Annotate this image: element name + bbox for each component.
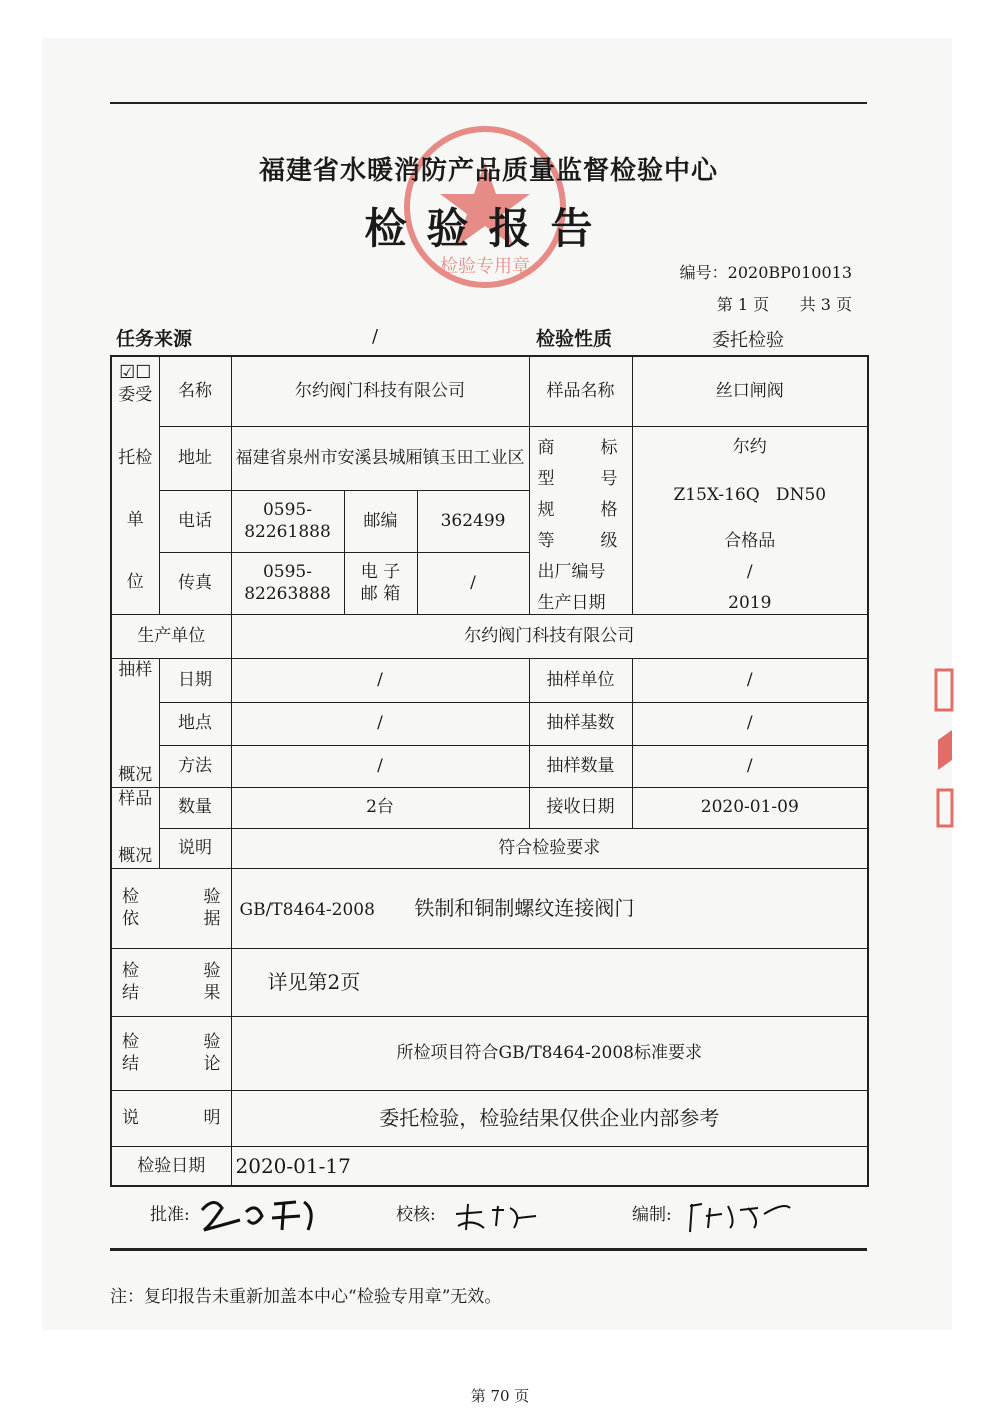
brand-label: 商 标 — [537, 437, 618, 458]
approve-signature — [196, 1190, 326, 1238]
sampling-group-top: 抽样 — [118, 659, 153, 680]
inspection-nature-label: 检验性质 — [536, 328, 613, 350]
client-postcode-label: 邮编 — [344, 490, 417, 552]
client-email-label: 电 子 邮 箱 — [344, 552, 417, 614]
grade-label: 等 级 — [537, 530, 618, 551]
compile-signature — [684, 1196, 794, 1236]
sampling-place-label: 地点 — [159, 702, 231, 745]
sampling-method-label: 方法 — [159, 745, 231, 787]
conclusion-label: 检 验 结 论 — [111, 1016, 231, 1090]
client-group-label-3: 位 — [126, 571, 144, 592]
sample-name-value: 丝口闸阀 — [632, 356, 868, 426]
inspection-date-value: 2020-01-17 — [231, 1146, 868, 1186]
seal-text: 检验专用章 — [440, 256, 530, 277]
producer-value: 尔约阀门科技有限公司 — [231, 614, 868, 658]
approve-label: 批准: — [150, 1205, 190, 1225]
client-address-value: 福建省泉州市安溪县城厢镇玉田工业区 — [231, 426, 529, 490]
sample-note-label: 说明 — [159, 828, 231, 868]
edge-stamp-fragment — [930, 660, 956, 840]
client-address-label: 地址 — [159, 426, 231, 490]
basis-label: 检 验 依 据 — [111, 868, 231, 948]
client-name-label: 名称 — [159, 356, 231, 426]
serial-value: / — [746, 561, 753, 582]
sampling-date-label: 日期 — [159, 658, 231, 702]
report-table — [110, 355, 869, 1187]
document-title: 检验报告 — [364, 204, 613, 253]
task-source-label: 任务来源 — [116, 328, 193, 350]
sampling-base-label: 抽样基数 — [529, 702, 632, 745]
conclusion-value: 所检项目符合GB/T8464-2008标准要求 — [231, 1016, 868, 1090]
client-group-top — [111, 356, 159, 426]
sample-count-value: 2台 — [231, 787, 529, 828]
client-group-label-2: 单 — [126, 509, 144, 530]
sampling-method-value: / — [231, 745, 529, 787]
producer-label: 生产单位 — [111, 614, 231, 658]
sampling-unit-label: 抽样单位 — [529, 658, 632, 702]
received-date-value: 2020-01-09 — [632, 787, 868, 828]
basis-value — [231, 868, 868, 948]
report-number: 编号：2020BP010013 — [679, 263, 852, 282]
client-group-label — [111, 426, 159, 614]
inspection-nature-value: 委托检验 — [712, 330, 784, 351]
organization-name: 福建省水暖消防产品质量监督检验中心 — [258, 156, 718, 186]
model-label: 型 号 — [537, 468, 618, 489]
sampling-group-bottom: 概况 — [118, 765, 153, 786]
client-email-value: / — [417, 552, 529, 614]
basis-standard: GB/T8464-2008 — [239, 899, 375, 920]
client-fax-value: 0595-82263888 — [231, 552, 344, 614]
basis-standard-title: 铁制和铜制螺纹连接阀门 — [414, 895, 635, 920]
client-phone-value: 0595-82261888 — [231, 490, 344, 552]
page-number: 第 70 页 — [470, 1387, 530, 1405]
review-label: 校核: — [396, 1205, 436, 1225]
production-date-label: 生产日期 — [537, 592, 606, 613]
compile-label: 编制: — [632, 1205, 672, 1225]
grade-value: 合格品 — [724, 530, 776, 551]
client-postcode-value: 362499 — [417, 490, 529, 552]
remark-label: 说 明 — [111, 1090, 231, 1146]
header-rule — [110, 102, 867, 104]
received-date-label: 接收日期 — [529, 787, 632, 828]
sampling-unit-value: / — [632, 658, 868, 702]
client-group-label-1: 托检 — [118, 447, 153, 468]
sample-note-value: 符合检验要求 — [231, 828, 868, 868]
sampling-place-value: / — [231, 702, 529, 745]
model-value: Z15X-16Q DN50 — [673, 484, 827, 505]
serial-label: 出厂编号 — [537, 561, 606, 582]
sampling-qty-value: / — [632, 745, 868, 787]
sample-status-group-top: 样品 — [118, 788, 153, 809]
sample-name-label: 样品名称 — [529, 356, 632, 426]
sample-count-label: 数量 — [159, 787, 231, 828]
delegate-label: 委受 — [118, 385, 153, 406]
production-date-value: 2019 — [728, 592, 772, 613]
review-signature — [452, 1200, 542, 1234]
brand-value: 尔约 — [732, 436, 767, 457]
result-value: 详见第2页 — [231, 948, 868, 1016]
page-info: 第 1 页 共 3 页 — [716, 295, 852, 314]
sample-spec-labels — [529, 426, 632, 614]
client-name-value: 尔约阀门科技有限公司 — [231, 356, 529, 426]
sampling-qty-label: 抽样数量 — [529, 745, 632, 787]
remark-value: 委托检验，检验结果仅供企业内部参考 — [231, 1090, 868, 1146]
footer-rule — [110, 1248, 867, 1251]
client-fax-label: 传真 — [159, 552, 231, 614]
client-phone-label: 电话 — [159, 490, 231, 552]
sample-status-group-label — [111, 787, 159, 868]
sampling-base-value: / — [632, 702, 868, 745]
result-label: 检 验 结 果 — [111, 948, 231, 1016]
task-source-value: / — [372, 326, 379, 347]
footer-note: 注：复印报告未重新加盖本中心“检验专用章”无效。 — [110, 1287, 502, 1307]
size-label: 规 格 — [537, 499, 618, 520]
sampling-date-value: / — [231, 658, 529, 702]
sampling-group-label — [111, 658, 159, 787]
sample-status-group-bottom: 概况 — [118, 846, 153, 867]
entrust-checkbox: ☑☐ — [119, 362, 152, 383]
inspection-date-label: 检验日期 — [111, 1146, 231, 1186]
sample-spec-values — [632, 426, 868, 614]
